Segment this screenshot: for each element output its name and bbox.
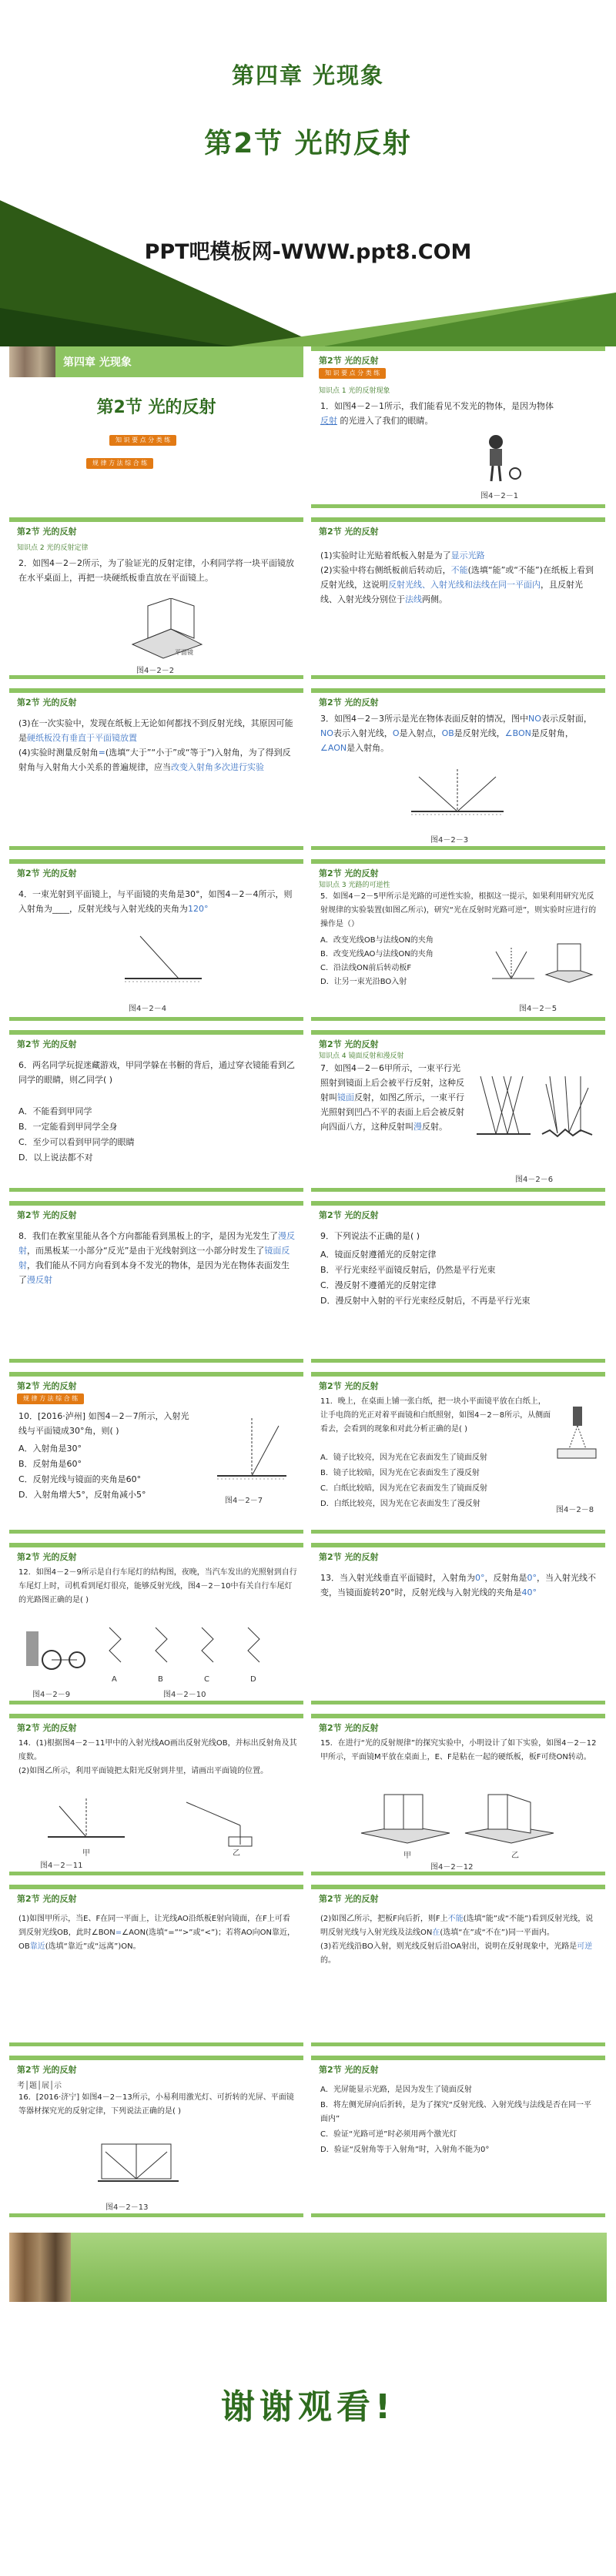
slide-section-label: 第2节 光的反射 xyxy=(17,1210,77,1220)
slide-top-bar xyxy=(311,688,605,693)
slide-top-bar xyxy=(311,1201,605,1206)
option-c: C．至少可以看到甲同学的眼睛 xyxy=(18,1137,135,1147)
question-2-parts-3-4: (3)在一次实验中，发现在纸板上无论如何都找不到反射光线，其原因可能是硬纸板没有垂直于平面镜放置 (4)实验时测量反射角=(选填“大于”“小于”或“等于”)入射角，为了得到反射角与入射角大小关系的普遍规律，应当改变入射角多次进行实验 xyxy=(18,718,293,772)
question-7: 7．如图4－2－6甲所示，一束平行光照射到镜面上后会被平行反射，这种反射叫镜面反射，如图乙所示，一束平行光照射到凹凸不平的表面上后会被反射向四面八方，这种反射叫漫反射。 xyxy=(320,1063,464,1132)
slide-section-label: 第2节 光的反射 xyxy=(17,2065,77,2075)
slide-bottom-bar xyxy=(9,1530,303,1534)
slide-top-bar xyxy=(311,1714,605,1718)
slide-q10 xyxy=(9,1372,303,1534)
banner-method: 规 律 方 法 综 合 练 xyxy=(86,458,153,469)
slide-section-label: 第2节 光的反射 xyxy=(319,698,379,708)
figure-caption: 图4－2－6 xyxy=(515,1176,554,1184)
knowledge-point-label: 知识点 2 光的反射定律 xyxy=(17,544,89,552)
figure-caption: 图4－2－4 xyxy=(129,1005,167,1013)
answer: 硬纸板没有垂直于平面镜放置 xyxy=(27,733,137,743)
banner-method: 规 律 方 法 综 合 练 xyxy=(17,1393,84,1404)
section-title: 第2节 光的反射 xyxy=(204,128,412,159)
slide-section-label: 第2节 光的反射 xyxy=(319,2065,379,2075)
slide-section-label: 第2节 光的反射 xyxy=(17,1381,77,1391)
slide-q6 xyxy=(9,1030,303,1192)
question-14: 14．(1)根据图4－2－11甲中的入射光线AO画出反射光线OB，并标出反射角及其度数。 (2)如图乙所示，利用平面镜把太阳光反射到井里，请画出平面镜的位置。 xyxy=(18,1739,297,1775)
option-b: B．镜子比较暗，因为光在它表面发生了漫反射 xyxy=(320,1469,480,1477)
option-c: C．白纸比较暗，因为光在它表面发生了镜面反射 xyxy=(320,1484,487,1493)
question-2-parts: (1)实验时让光贴着纸板入射是为了显示光路 (2)实验中将右侧纸板前后转动后，不能(选填“能”或“不能”)在纸板上看到反射光线，这说明反射光线、入射光线和法线在同一平面内，且反射光线、入射光线分别位于法线两侧。 xyxy=(320,550,594,604)
figure-caption-1: 图4－2－9 xyxy=(32,1691,71,1699)
figure-caption: 图4－2－1 xyxy=(480,492,519,500)
question-6: 6．两名同学玩捉迷藏游戏，甲同学躲在书橱的背后，通过穿衣镜能看到乙同学的眼睛，则乙同学( ) xyxy=(18,1060,295,1085)
slide-bottom-bar xyxy=(9,1872,303,1875)
slide-top-bar xyxy=(9,1714,303,1718)
option-b: B．改变光线AO与法线ON的夹角 xyxy=(320,950,434,958)
option-a: A．镜面反射遵循光的反射定律 xyxy=(320,1250,437,1260)
slide-top-bar xyxy=(311,1372,605,1377)
figure-ray-mirror xyxy=(209,1403,294,1487)
slide-bottom-bar xyxy=(311,2213,605,2217)
slide-bottom-bar xyxy=(9,1701,303,1705)
chapter-title: 第四章 光现象 xyxy=(231,62,385,89)
slide-bottom-bar xyxy=(9,846,303,850)
slide-q8 xyxy=(9,1201,303,1363)
figure-reflection-diagram xyxy=(403,765,511,827)
label-yi: 乙 xyxy=(511,1852,519,1860)
option-c: C．漫反射不遵循光的反射定律 xyxy=(320,1280,437,1290)
slide-q15 xyxy=(311,1714,605,1875)
label-yi: 乙 xyxy=(233,1849,240,1858)
slide-section-label: 第2节 光的反射 xyxy=(319,1039,379,1049)
figure-caption: 图4－2－11 xyxy=(40,1862,83,1870)
figure-specular-diffuse xyxy=(473,1069,600,1146)
slide-section-label: 第2节 光的反射 xyxy=(17,1039,77,1049)
answer: 改变入射角多次进行实验 xyxy=(171,762,264,772)
slide-q14 xyxy=(9,1714,303,1875)
slide-section-label: 第2节 光的反射 xyxy=(17,1552,77,1562)
slide-q11 xyxy=(311,1372,605,1534)
slide-bottom-bar xyxy=(9,1188,303,1192)
slide-q2-cont xyxy=(311,517,605,679)
slide-q1 xyxy=(311,346,605,508)
slide-section-label: 第2节 光的反射 xyxy=(17,1894,77,1904)
brand-watermark: PPT吧模板网-WWW.ppt8.COM xyxy=(144,240,472,264)
slide-bottom-bar xyxy=(311,846,605,850)
slide-top-bar xyxy=(9,2056,303,2060)
closing-thanks: 谢谢观看! xyxy=(220,2387,396,2427)
option-label-b: B xyxy=(158,1675,163,1684)
slide-q5 xyxy=(311,859,605,1021)
question-10: 10．[2016·泸州] 如图4－2－7所示，入射光线与平面镜成30°角，则( ) xyxy=(18,1411,189,1436)
slide-bottom-bar xyxy=(311,1530,605,1534)
slide-top-bar xyxy=(9,688,303,693)
slide-bottom-bar xyxy=(311,675,605,679)
option-label-d: D xyxy=(250,1675,256,1684)
slide-q16 xyxy=(9,2056,303,2217)
option-d: D．漫反射中入射的平行光束经反射后，不再是平行光束 xyxy=(320,1296,531,1306)
answer: = xyxy=(98,748,105,758)
slide-bottom-bar xyxy=(311,2042,605,2046)
option-a: A．入射角是30° xyxy=(18,1444,82,1454)
slide-bottom-bar xyxy=(9,1359,303,1363)
slide-top-bar xyxy=(9,1543,303,1547)
option-b: B．将左侧光屏向后折转，是为了探究“反射光线、入射光线与法线是否在同一平面内” xyxy=(320,2101,592,2123)
option-d: D．验证“反射角等于入射角”时，入射角不能为0° xyxy=(320,2146,490,2154)
figure-caption: 图4－2－8 xyxy=(556,1506,594,1514)
slide-top-bar xyxy=(9,517,303,522)
slide-section-label: 第2节 光的反射 xyxy=(319,1210,379,1220)
slide-bottom-bar xyxy=(311,1872,605,1875)
option-d: D．让另一束光沿BO入射 xyxy=(320,978,407,986)
slide-top-bar xyxy=(311,1543,605,1547)
question-15-part-2-3: (2)如图乙所示，把板F向后折，则F上不能(选填“能”或“不能”)看到反射光线，说明反射光线与入射光线及法线ON在(选填“在”或“不在”)同一平面内。 (3)若光线沿BO入射，则光线反射后沿OA射出，说明在反射现象中，光路是可逆的。 xyxy=(320,1915,594,1965)
slide-top-bar xyxy=(9,859,303,864)
answer: 120° xyxy=(188,904,209,914)
slide-bottom-bar xyxy=(9,2042,303,2046)
slide-top-bar xyxy=(9,1885,303,1889)
slide-bottom-bar xyxy=(311,1017,605,1021)
option-d: D．以上说法都不对 xyxy=(18,1153,93,1163)
answer: 法线 xyxy=(405,594,422,604)
answer: 反射光线、入射光线和法线在同一平面内 xyxy=(388,580,541,590)
option-label-a: A xyxy=(112,1675,117,1684)
figure-flashlight xyxy=(554,1403,600,1464)
figure-taillight-paths xyxy=(102,1620,294,1674)
figure-caption: 图4－2－12 xyxy=(430,1863,474,1872)
option-a: A．光屏能显示光路，是因为发生了镜面反射 xyxy=(320,2086,472,2094)
knowledge-point-label: 知识点 4 镜面反射和漫反射 xyxy=(319,1052,404,1060)
answer-1: 反射 xyxy=(320,416,337,426)
slide-section-label: 第2节 光的反射 xyxy=(17,698,77,708)
slide-section-label: 第2节 光的反射 xyxy=(319,1723,379,1733)
question-3: 3．如图4－2－3所示是光在物体表面反射的情况，图中NO表示反射面，NO表示入射光线，O是入射点，OB是反射光线，∠BON是反射角，∠AON是入射角。 xyxy=(320,714,592,753)
slide-section-label: 第2节 光的反射 xyxy=(17,1723,77,1733)
question-12: 12．如图4－2－9所示是自行车尾灯的结构图，夜晚，当汽车发出的光照射到自行车尾灯上时，司机看到尾灯很亮，能够反射光线，图4－2－10中有关自行车尾灯的光路图正确的是( ) xyxy=(18,1568,297,1604)
slide-section-label: 第2节 光的反射 xyxy=(17,527,77,537)
figure-bike-taillight xyxy=(25,1628,86,1674)
mirror-label: 平面镜 xyxy=(175,649,193,656)
figure-caption: 图4－2－7 xyxy=(225,1497,263,1505)
banner-knowledge: 知 识 要 点 分 类 练 xyxy=(319,368,386,379)
slide-top-bar xyxy=(311,346,605,351)
slide-q16-options xyxy=(311,2056,605,2217)
slide-section-label: 第2节 光的反射 xyxy=(319,868,379,878)
slide-top-bar xyxy=(311,2056,605,2060)
figure-caption: 图4－2－2 xyxy=(136,667,175,675)
option-c: C．验证“光路可逆”时必须用两个激光灯 xyxy=(320,2130,457,2139)
slide-bottom-bar xyxy=(9,2213,303,2217)
slide-top-bar xyxy=(311,517,605,522)
option-b: B．一定能看到甲同学全身 xyxy=(18,1122,118,1132)
answer: 不能 xyxy=(450,565,468,575)
figure-draw-reflection xyxy=(40,1795,271,1848)
slide-q2 xyxy=(9,517,303,679)
slide-top-bar xyxy=(311,1030,605,1035)
closing-photo-strip xyxy=(9,2233,71,2302)
slide-bottom-bar xyxy=(311,504,605,508)
closing-green-band xyxy=(71,2233,607,2302)
slide-top-bar xyxy=(9,1201,303,1206)
question-15-part-1: (1)如图甲所示，当E、F在同一平面上，让光线AO沿纸板E射向镜面，在F上可看到反射光线OB，此时∠BON=∠AON(选填“=”“>”或“<”)；若将AO向ON靠近，OB靠近(选填“靠近”或“远离”)ON。 xyxy=(18,1915,296,1951)
slide-q3 xyxy=(311,688,605,850)
exam-tag: 考│题│展│示 xyxy=(17,2082,62,2090)
slide-section-label: 第2节 光的反射 xyxy=(319,527,379,537)
question-11: 11．晚上，在桌面上铺一张白纸，把一块小平面镜平放在白纸上，让手电筒的光正对着平面镜和白纸照射，如图4－2－8所示，从侧面看去，会看到的现象和对此分析正确的是( ) xyxy=(320,1397,551,1434)
question-15: 15．在进行“光的反射规律”的探究实验中，小明设计了如下实验，如图4－2－12甲所示，平面镜M平放在桌面上，E、F是粘在一起的硬纸板，板F可绕ON转动。 xyxy=(320,1739,597,1761)
figure-mirror-board xyxy=(125,598,209,660)
option-a: A．不能看到甲同学 xyxy=(18,1106,92,1116)
header-decoration xyxy=(0,192,616,346)
label-jia: 甲 xyxy=(403,1852,411,1860)
figure-reversibility xyxy=(488,936,596,990)
slide-top-bar xyxy=(311,1885,605,1889)
question-13: 13．当入射光线垂直平面镜时，入射角为0°，反射角是0°，当入射光线不变，当镜面旋转20°时，反射光线与入射光线的夹角是40° xyxy=(320,1573,596,1597)
option-label-c: C xyxy=(204,1675,209,1684)
option-c: C．反射光线与镜面的夹角是60° xyxy=(18,1474,142,1484)
question-8: 8．我们在教室里能从各个方向都能看到黑板上的字，是因为光发生了漫反射，而黑板某一小部分“反光”是由于光线射到这一小部分时发生了镜面反射，我们能从不同方向看到本身不发光的物体，是因为光在物体表面发生了漫反射 xyxy=(18,1231,295,1285)
question-16: 16．[2016·济宁] 如图4－2－13所示，小易利用激光灯、可折转的光屏、平面镜等器材探究光的反射定律，下列说法正确的是( ) xyxy=(18,2093,294,2116)
option-a: A．镜子比较亮，因为光在它表面发生了镜面反射 xyxy=(320,1454,487,1462)
slide-section-label: 第2节 光的反射 xyxy=(319,1381,379,1391)
slide-section-label: 第2节 光的反射 xyxy=(319,1894,379,1904)
question-2: 2．如图4－2－2所示，为了验证光的反射定律，小利同学将一块平面镜放在水平桌面上，再把一块硬纸板垂直放在平面镜上。 xyxy=(18,558,294,583)
slide-q9 xyxy=(311,1201,605,1363)
label-jia: 甲 xyxy=(82,1849,90,1858)
slide-section-label: 第2节 光的反射 xyxy=(319,1552,379,1562)
option-b: B．反射角是60° xyxy=(18,1459,82,1469)
slide-top-bar xyxy=(311,859,605,864)
option-a: A．改变光线OB与法线ON的夹角 xyxy=(320,936,434,945)
slide-q13 xyxy=(311,1543,605,1705)
option-d: D．入射角增大5°，反射角减小5° xyxy=(18,1490,146,1500)
slide-q2-more xyxy=(9,688,303,850)
slide-bottom-bar xyxy=(9,675,303,679)
slide-q15-part1 xyxy=(9,1885,303,2046)
slide-section-label: 第2节 光的反射 xyxy=(319,356,379,366)
figure-girl-ball xyxy=(480,431,527,485)
option-b: B．平行光束经平面镜反射后，仍然是平行光束 xyxy=(320,1265,496,1275)
slide-top-bar xyxy=(9,1030,303,1035)
figure-caption: 图4－2－13 xyxy=(105,2203,149,2212)
slide-section-label: 第2节 光的反射 xyxy=(17,868,77,878)
cover-title: 第2节 光的反射 xyxy=(96,398,216,417)
cover-photo-strip xyxy=(9,346,55,377)
slide-q12 xyxy=(9,1543,303,1705)
cover-chapter-tag: 第四章 光现象 xyxy=(63,356,132,369)
figure-caption: 图4－2－5 xyxy=(519,1005,557,1013)
banner-knowledge: 知 识 要 点 分 类 练 xyxy=(109,435,176,446)
knowledge-point-label: 知识点 3 光路的可逆性 xyxy=(319,882,390,889)
option-c: C．沿法线ON前后转动板F xyxy=(320,964,412,972)
figure-caption: 图4－2－3 xyxy=(430,836,469,845)
question-1: 1．如图4－2－1所示，我们能看见不发光的物体，是因为物体 反射 的光进入了我们的眼睛。 xyxy=(320,401,554,426)
figure-ray-30deg xyxy=(117,928,209,990)
figure-reflection-experiment xyxy=(357,1791,557,1848)
slide-q7 xyxy=(311,1030,605,1192)
knowledge-point-label: 知识点 1 光的反射现象 xyxy=(319,387,390,395)
slide-bottom-bar xyxy=(311,1188,605,1192)
question-9: 9．下列说法不正确的是( ) xyxy=(320,1231,420,1241)
figure-caption-2: 图4－2－10 xyxy=(163,1691,206,1699)
slide-top-bar xyxy=(9,1372,303,1377)
slide-cover xyxy=(9,346,303,508)
question-4: 4．一束光射到平面镜上，与平面镜的夹角是30°，如图4－2－4所示，则入射角为____，反射光线与入射光线的夹角为120° xyxy=(18,889,293,914)
slide-q15-part2 xyxy=(311,1885,605,2046)
answer: 显示光路 xyxy=(450,550,485,560)
slide-q4 xyxy=(9,859,303,1021)
slide-bottom-bar xyxy=(311,1359,605,1363)
slide-bottom-bar xyxy=(9,1017,303,1021)
figure-laser-screen xyxy=(94,2136,186,2190)
question-5: 5．如图4－2－5甲所示是光路的可逆性实验，根据这一提示，如果利用研究光反射规律的实验装置(如图乙所示)，研究“光在反射时光路可逆”，则实验时应进行的操作是（） xyxy=(320,892,597,928)
slide-bottom-bar xyxy=(311,1701,605,1705)
option-d: D．白纸比较亮，因为光在它表面发生了漫反射 xyxy=(320,1500,480,1508)
